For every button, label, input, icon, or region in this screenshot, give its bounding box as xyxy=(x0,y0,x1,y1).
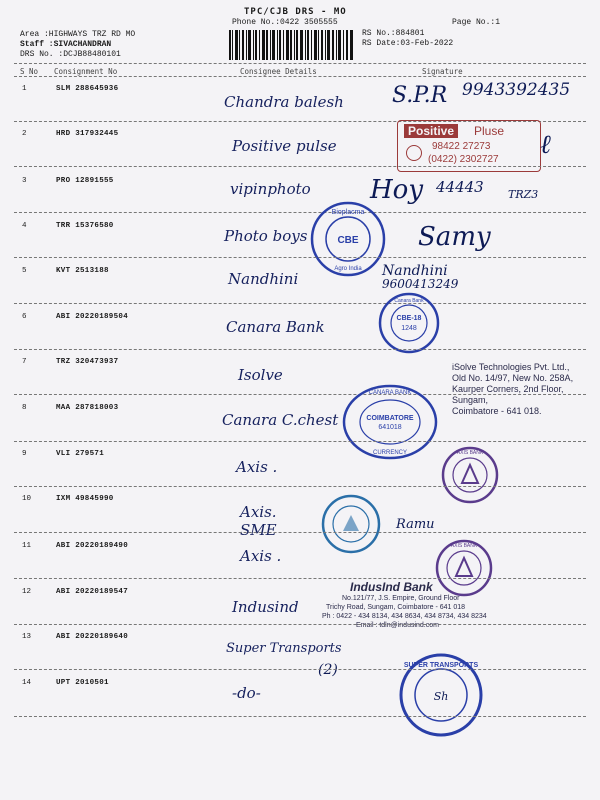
axis-bank-sme-stamp-icon xyxy=(320,493,382,555)
row-separator xyxy=(14,486,586,487)
rs-date: RS Date:03-Feb-2022 xyxy=(362,39,454,48)
isolve-line-2: Old No. 14/97, New No. 258A, xyxy=(452,373,574,383)
indusind-title: IndusInd Bank xyxy=(350,580,433,594)
svg-text:CANARA BANK: CANARA BANK xyxy=(368,390,412,396)
row-number: 2 xyxy=(22,130,27,138)
consignee-handwriting: vipinphoto xyxy=(230,180,311,198)
stamp-name-a: Positive xyxy=(404,124,458,138)
svg-text:Bioplacma: Bioplacma xyxy=(331,209,365,216)
indusind-line-3: Ph : 0422 - 434 8134, 434 8634, 434 8734, 434 8234 xyxy=(322,613,487,620)
consignee-handwriting: Photo boys xyxy=(224,227,308,245)
stamp-phone-2: (0422) 2302727 xyxy=(428,154,499,165)
consignment-no: PRO 12891555 xyxy=(56,177,114,185)
consignee-handwriting: Axis . xyxy=(236,458,278,476)
row-separator xyxy=(14,349,586,350)
indusind-line-4: Email : tdln@indusind.com xyxy=(356,622,439,629)
indusind-line-2: Trichy Road, Sungam, Coimbatore - 641 018 xyxy=(326,604,466,611)
signature-scribble: S.P.R xyxy=(392,83,448,108)
canara-bank-currency-stamp-icon xyxy=(340,382,440,462)
positive-pulse-stamp xyxy=(397,120,541,172)
signature-scribble: Samy xyxy=(418,222,491,252)
row-separator xyxy=(14,257,586,258)
indusind-stamp xyxy=(322,580,487,630)
consignment-no: TRZ 320473937 xyxy=(56,358,119,366)
svg-text:641018: 641018 xyxy=(378,424,402,431)
svg-text:Agro India: Agro India xyxy=(334,266,362,272)
consignee-handwriting: Chandra balesh xyxy=(224,93,344,111)
row-number: 8 xyxy=(22,404,27,412)
heart-logo-icon xyxy=(406,145,422,161)
consignment-no: ABI 20220189547 xyxy=(56,588,129,596)
signature-note-2: TRZ3 xyxy=(508,188,539,201)
indusind-line-1: No.121/77, J.S. Empire, Ground Floor xyxy=(342,595,460,602)
drs-number: DRS No. :DCJB88480101 xyxy=(20,50,121,59)
row-number: 4 xyxy=(22,222,27,230)
row-separator xyxy=(14,716,586,717)
isolve-line-5: Coimbatore - 641 018. xyxy=(452,406,542,416)
consignment-no: SLM 288645936 xyxy=(56,85,119,93)
consignment-no: ABI 20220189640 xyxy=(56,633,129,641)
svg-text:Sh: Sh xyxy=(433,690,449,703)
isolve-stamp xyxy=(452,362,573,417)
consignee-handwriting: Isolve xyxy=(238,366,283,384)
consignee-handwriting: Positive pulse xyxy=(232,137,337,155)
svg-text:1248: 1248 xyxy=(401,325,417,332)
row-separator xyxy=(14,624,586,625)
svg-text:SUPER TRANSPORTS: SUPER TRANSPORTS xyxy=(403,662,479,669)
row-number: 1 xyxy=(22,85,27,93)
row-number: 6 xyxy=(22,313,27,321)
row-separator xyxy=(14,669,586,670)
signature-phone: 9943392435 xyxy=(462,80,571,100)
consignee-handwriting: Canara Bank xyxy=(226,318,325,336)
canara-bank-stamp-icon xyxy=(378,292,440,354)
stamp-name-b: Pluse xyxy=(474,124,505,138)
bioplacma-stamp-icon xyxy=(309,200,387,278)
isolve-line-1: iSolve Technologies Pvt. Ltd., xyxy=(452,362,570,372)
row-separator xyxy=(14,166,586,167)
row-number: 9 xyxy=(22,450,27,458)
page-number: Page No.:1 xyxy=(452,18,501,27)
consignee-handwriting: Indusind xyxy=(232,598,299,616)
row-number: 7 xyxy=(22,358,27,366)
row-number: 10 xyxy=(22,495,32,503)
col-sno: S No xyxy=(20,67,39,76)
consignee-handwriting: Axis . xyxy=(240,547,282,565)
signature-scribble: Nandhini xyxy=(382,263,448,279)
svg-text:CBE: CBE xyxy=(337,235,359,246)
isolve-line-3: Kaurper Corners, 2nd Floor, xyxy=(452,384,564,394)
row-separator xyxy=(14,532,586,533)
consignment-no: MAA 287818003 xyxy=(56,404,119,412)
row-number: 12 xyxy=(22,588,32,596)
consignment-no: IXM 49845990 xyxy=(56,495,114,503)
signature-phone: 9600413249 xyxy=(382,277,459,291)
col-consignee: Consignee Details xyxy=(240,67,317,76)
area-label: Area :HIGHWAYS TRZ RD MO xyxy=(20,30,136,39)
consignment-no: ABI 20220189504 xyxy=(56,313,129,321)
consignment-no: TRR 15376580 xyxy=(56,222,114,230)
header-rule-top xyxy=(14,63,586,64)
consignment-no: UPT 2010501 xyxy=(56,679,109,687)
consignee-handwriting: Canara C.chest xyxy=(222,411,339,429)
consignment-no: HRD 317932445 xyxy=(56,130,119,138)
consignment-no: KVT 2513188 xyxy=(56,267,109,275)
svg-text:CURRENCY: CURRENCY xyxy=(372,450,408,456)
svg-text:COIMBATORE: COIMBATORE xyxy=(366,415,414,422)
row-number: 11 xyxy=(22,542,32,550)
svg-text:Canara Bank: Canara Bank xyxy=(394,298,424,304)
consignee-handwriting: Axis. SME xyxy=(240,503,277,539)
signature-scribble: Hoy xyxy=(370,175,424,205)
svg-text:AXIS BANK: AXIS BANK xyxy=(450,543,478,549)
consignment-no: VLI 279571 xyxy=(56,450,105,458)
row-separator xyxy=(14,578,586,579)
stamp-phone-1: 98422 27273 xyxy=(432,141,491,152)
axis-bank-stamp-icon xyxy=(440,445,500,505)
staff-label: Staff :SIVACHANDRAN xyxy=(20,40,112,49)
row-number: 3 xyxy=(22,177,27,185)
rs-number: RS No.:884801 xyxy=(362,29,425,38)
signature-mark: (2) xyxy=(318,662,338,678)
barcode-icon xyxy=(229,30,353,60)
col-signature: Signature xyxy=(422,67,463,76)
super-transports-stamp-icon xyxy=(398,652,484,738)
row-separator xyxy=(14,212,586,213)
consignee-handwriting: Super Transports xyxy=(226,641,342,656)
consignee-handwriting: -do- xyxy=(232,684,261,702)
row-number: 14 xyxy=(22,679,32,687)
sheet-title: TPC/CJB DRS - MO xyxy=(244,7,347,17)
row-separator xyxy=(14,303,586,304)
signature-scribble: ℓ xyxy=(540,130,551,160)
col-consignment: Consignment No xyxy=(54,67,118,76)
row-number: 13 xyxy=(22,633,32,641)
consignment-no: ABI 20220189490 xyxy=(56,542,129,550)
signature-scribble: Ramu xyxy=(396,517,435,532)
office-phone: Phone No.:0422 3505555 xyxy=(232,18,338,27)
isolve-line-4: Sungam, xyxy=(452,395,489,405)
row-number: 5 xyxy=(22,267,27,275)
consignee-handwriting: Nandhini xyxy=(228,270,299,288)
header-rule-bottom xyxy=(14,76,586,77)
row-separator xyxy=(14,394,586,395)
svg-text:CBE-18: CBE-18 xyxy=(396,315,422,322)
row-separator xyxy=(14,441,586,442)
svg-text:AXIS BANK: AXIS BANK xyxy=(456,450,484,456)
signature-note: 44443 xyxy=(436,178,484,196)
